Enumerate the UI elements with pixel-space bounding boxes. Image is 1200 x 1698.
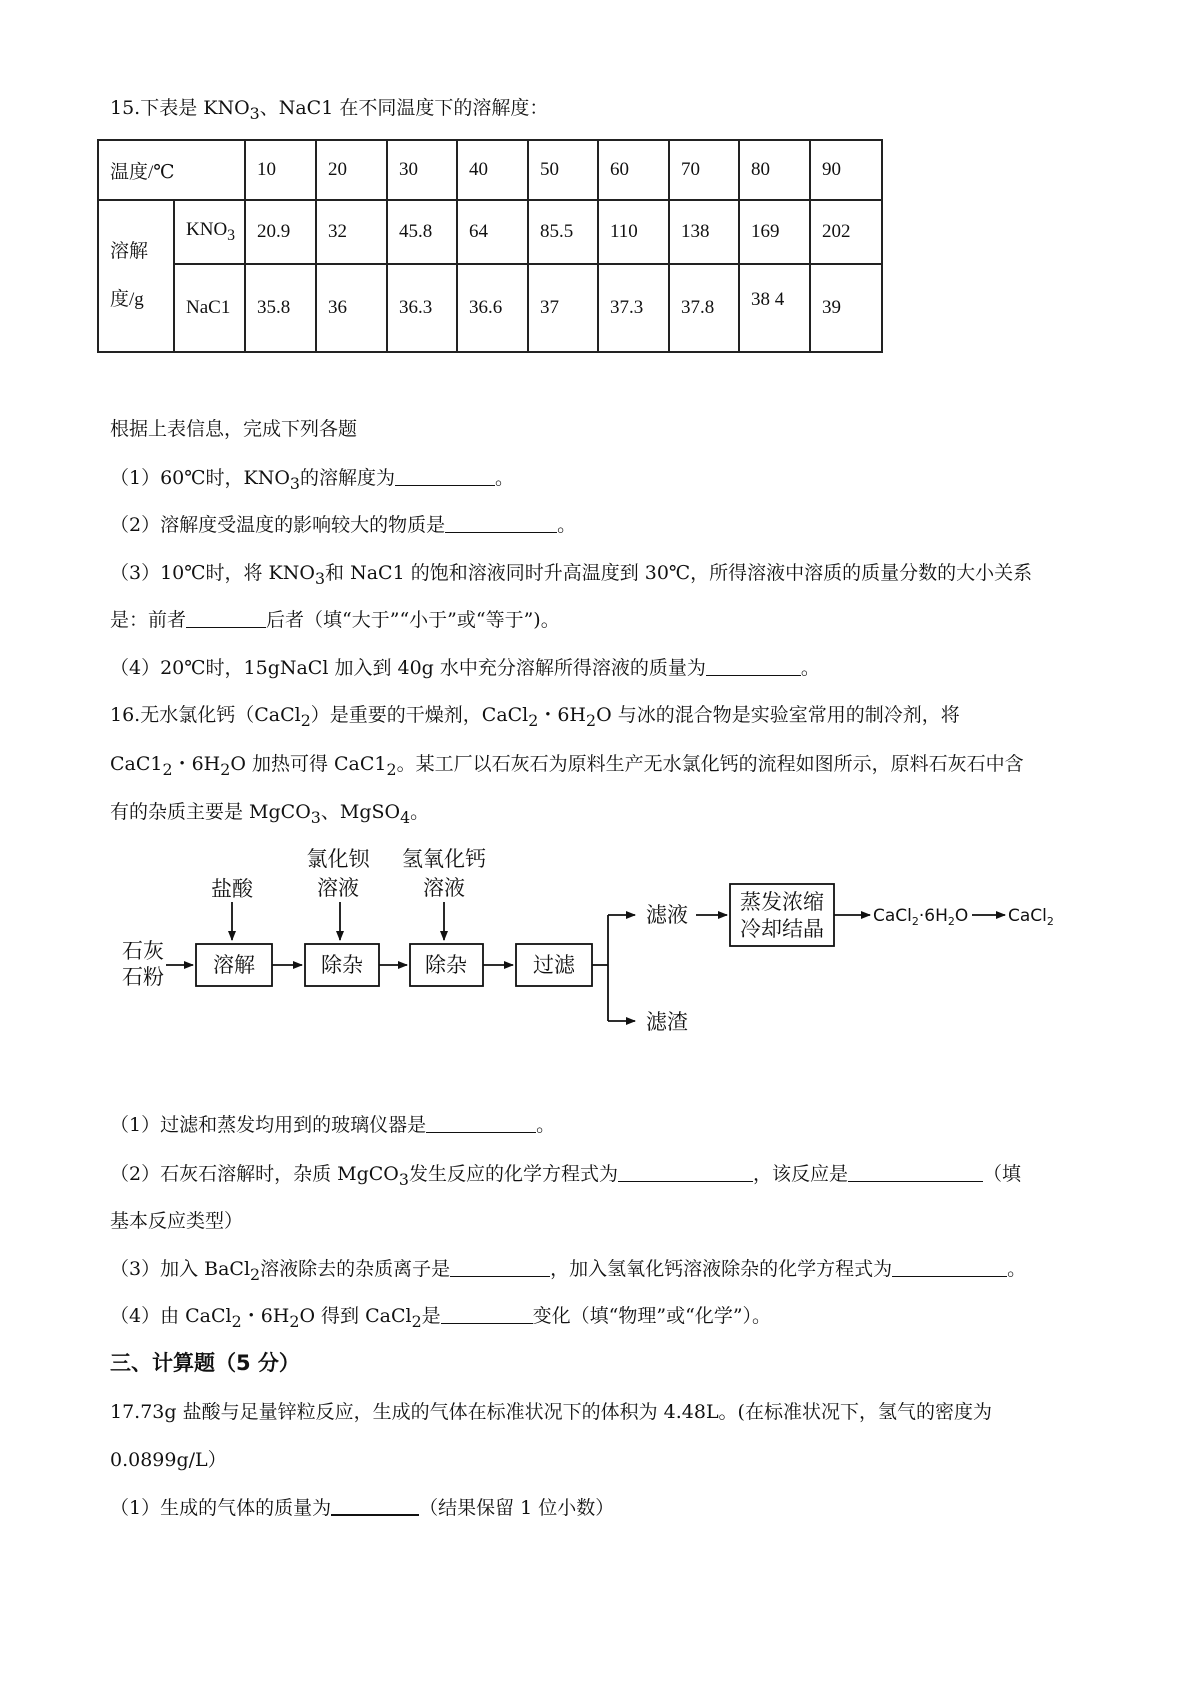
table-cell: 70 (669, 140, 739, 200)
q17-stem-line-1: 17.73g 盐酸与足量锌粒反应，生成的气体在标准状况下的体积为 4.48L。(在标准状况下，氢气的密度为 (110, 1401, 992, 1423)
table-cell: 45.8 (387, 200, 457, 264)
q16-part-4: （4）由 CaCl$_2$・$6H_2O$ 得到 CaCl$_2$是 变化（填“物理”或“化学”）。 (110, 1305, 772, 1331)
table-cell: 169 (739, 200, 810, 264)
answer-blank[interactable] (331, 1496, 419, 1516)
q17-part-1: （1）生成的气体的质量为 （结果保留 1 位小数） (110, 1497, 615, 1519)
table-cell: 10 (245, 140, 316, 200)
filtrate-label: 滤液 (646, 903, 688, 927)
temp-header-cell: 温度/℃ (98, 140, 245, 200)
answer-blank[interactable] (441, 1305, 533, 1324)
table-cell: 90 (810, 140, 882, 200)
table-cell: 50 (528, 140, 598, 200)
reagent-label: 盐酸 (211, 877, 253, 901)
table-cell: 39 (810, 264, 882, 352)
q15-part-4: （4）20℃时，15gNaCl 加入到 40g 水中充分溶解所得溶液的质量为 。 (110, 657, 820, 679)
section-heading: 三、计算题（5 分） (110, 1351, 300, 1375)
reagent-label: 氢氧化钙 (402, 847, 486, 871)
table-cell: 20.9 (245, 200, 316, 264)
reagent-label: 溶液 (317, 876, 359, 900)
box-label: 冷却结晶 (740, 917, 824, 941)
table-cell: 40 (457, 140, 528, 200)
table-cell: 202 (810, 200, 882, 264)
q15-part-1: （1）60℃时，$KNO_3$的溶解度为 。 (110, 467, 515, 493)
q15-part-3-line-2: 是：前者 后者（填“大于”“小于”或“等于”)。 (110, 609, 560, 631)
table-cell: 38 4 (739, 264, 810, 352)
table-cell: 60 (598, 140, 669, 200)
box-label: 蒸发浓缩 (740, 890, 824, 914)
residue-label: 滤渣 (646, 1010, 688, 1034)
q16-part-1: （1）过滤和蒸发均用到的玻璃仪器是 。 (110, 1114, 556, 1136)
table-cell: 36.6 (457, 264, 528, 352)
table-cell: 20 (316, 140, 387, 200)
start-material-label: 石粉 (122, 965, 164, 989)
reagent-label: 氯化钡 (306, 847, 370, 871)
table-cell: 30 (387, 140, 457, 200)
q17-stem-line-2: 0.0899g/L） (110, 1449, 227, 1471)
answer-blank[interactable] (848, 1163, 983, 1182)
q16-part-3: （3）加入 BaCl$_2$溶液除去的杂质离子是 ，加入氢氧化钙溶液除杂的化学方程式为 。 (110, 1258, 1027, 1284)
table-cell: 80 (739, 140, 810, 200)
table-cell: 36 (316, 264, 387, 352)
answer-blank[interactable] (618, 1163, 753, 1182)
table-cell: 64 (457, 200, 528, 264)
table-cell: 37.3 (598, 264, 669, 352)
q15-intro: 根据上表信息，完成下列各题 (110, 418, 358, 440)
table-cell: 32 (316, 200, 387, 264)
kno3-label-cell: $KNO_3$ (174, 200, 245, 264)
q16-stem-line-2: $CaC1_2$・$6H_2O$ 加热可得 $CaC1_2$。某工厂以石灰石为原料生产无水氯化钙的流程如图所示，原料石灰石中含 (110, 753, 1024, 779)
q15-part-2: （2）溶解度受温度的影响较大的物质是 。 (110, 514, 577, 536)
product-hydrate-label: $CaCl_2\cdot 6H_2O$ (873, 906, 969, 928)
table-cell: 110 (598, 200, 669, 264)
q16-part-2-line-1: （2）石灰石溶解时，杂质 MgCO$_3$发生反应的化学方程式为 ，该反应是 （填 (110, 1163, 1021, 1189)
q16-part-2-line-2: 基本反应类型） (110, 1210, 244, 1232)
table-cell: 36.3 (387, 264, 457, 352)
q15-title: 15.下表是 $KNO_3$、NaC1 在不同温度下的溶解度： (110, 97, 549, 123)
answer-blank[interactable] (450, 1258, 550, 1277)
solubility-label-cell: 溶解 度/g (98, 200, 174, 352)
answer-blank[interactable] (892, 1258, 1007, 1277)
reagent-label: 溶液 (423, 876, 465, 900)
start-material-label: 石灰 (122, 939, 164, 963)
box-label: 除杂 (321, 953, 363, 977)
q16-stem-line-1: 16.无水氯化钙（CaCl$_2$）是重要的干燥剂，CaCl$_2$・$6H_2O$ 与冰的混合物是实验室常用的制冷剂，将 (110, 704, 960, 730)
table-cell: 138 (669, 200, 739, 264)
box-label: 过滤 (533, 953, 575, 977)
table-cell: 37.8 (669, 264, 739, 352)
table-cell: 35.8 (245, 264, 316, 352)
nacl-label-cell: NaC1 (174, 264, 245, 352)
box-label: 溶解 (213, 953, 255, 977)
answer-blank[interactable] (426, 1114, 536, 1133)
q16-stem-line-3: 有的杂质主要是 MgCO$_3$、MgSO$_4$。 (110, 801, 430, 827)
table-cell: 37 (528, 264, 598, 352)
product-anhydrous-label: CaCl$_2$ (1008, 906, 1054, 928)
box-label: 除杂 (425, 953, 467, 977)
q15-part-3-line-1: （3）10℃时，将 $KNO_3$和 NaC1 的饱和溶液同时升高温度到 30℃，所得溶液中溶质的质量分数的大小关系 (110, 562, 1033, 588)
table-cell: 85.5 (528, 200, 598, 264)
